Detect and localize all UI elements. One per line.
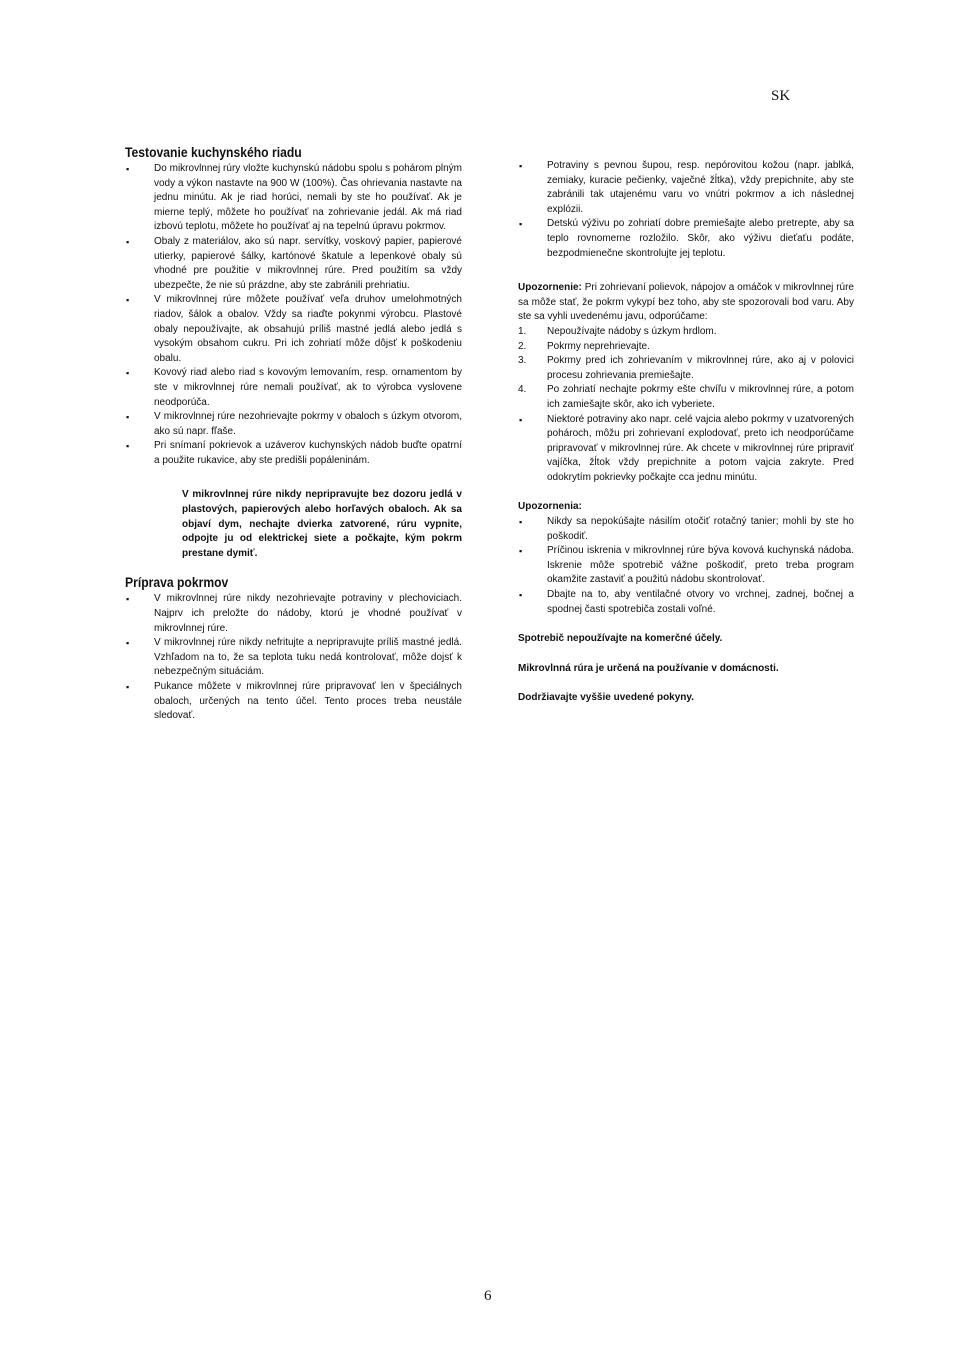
list-item: ▪ Nikdy sa nepokúšajte násilím otočiť rotačný tanier; mohli by ste ho poškodiť.: [518, 515, 854, 544]
list-item: ▪ Príčinou iskrenia v mikrovlnnej rúre býva kovová kuchynská nádoba. Iskrenie môže spotrebič vážne poškodiť, preto treba program okamžite zastaviť a použitú nádobu skontrolovať.: [518, 544, 854, 588]
numbered-item: 3. Pokrmy pred ich zohrievaním v mikrovlnnej rúre, ako aj v polovici procesu zohrievania premiešajte.: [518, 355, 854, 381]
list-item: ▪ V mikrovlnnej rúre nezohrievajte pokrmy v obaloch s úzkym otvorom, ako sú napr. fľaše.: [125, 410, 462, 439]
list-item: ▪ Dbajte na to, aby ventilačné otvory vo vrchnej, zadnej, bočnej a spodnej časti spotrebiča zostali voľné.: [518, 588, 854, 617]
left-column: [125, 145, 462, 724]
warning-label: Upozornenie:: [518, 282, 582, 294]
food-prep-list: [125, 592, 462, 723]
list-item: ▪ V mikrovlnnej rúre nikdy nefritujte a nepripravujte príliš mastné jedlá. Vzhľadom na to, že sa teplota tuku nedá kontrolovať, môže dojsť k nebezpečným situáciám.: [125, 636, 462, 680]
section-title-testing: Testovanie kuchynského riadu: [125, 145, 302, 160]
follow-instructions-note: Dodržiavajte vyššie uvedené pokyny.: [518, 692, 695, 704]
recommendations-list: [518, 325, 854, 413]
warning-notice: V mikrovlnnej rúre nikdy nepripravujte bez dozoru jedlá v plastových, papierových alebo horľavých obaloch. Ak sa objaví dym, nechajte dvierka zatvorené, rúru vypnite, odpojte ju od elektrickej siete a počkajte, kým pokrm prestane dymiť.: [182, 489, 462, 559]
section-food-prep: [125, 575, 462, 723]
household-use-note: Mikrovlnná rúra je určená na používanie v domácnosti.: [518, 662, 779, 674]
list-item: ▪ Niektoré potraviny ako napr. celé vajcia alebo pokrmy v uzatvorených pohároch, môžu pri zohrievaní explodovať, preto ich neodporúčame pripravovať v mikrovlnnej rúre. Ak chcete v mikrovlnnej rúre pripraviť vajíčka, žĺtok vždy prepichnite a potom vajcia zakryte. Pred odokrytím pokrievky počkajte cca jednu minútu.: [518, 413, 854, 486]
list-item: ▪ Kovový riad alebo riad s kovovým lemovaním, resp. ornamentom by ste v mikrovlnnej rúre nemali používať, ak to výrobca vyslovene neodporúča.: [125, 366, 462, 410]
numbered-item: 1. Nepoužívajte nádoby s úzkym hrdlom.: [518, 325, 717, 337]
list-item: ▪ V mikrovlnnej rúre môžete používať veľa druhov umelohmotných riadov, šálok a obalov. Vždy sa riaďte pokynmi výrobcu. Plastové obaly nepoužívajte, ak obsahujú príliš mastné jedlá alebo jedlá s vysokým obsahom cukru. Pri ich zohriatí môže dôjsť k poškodeniu obalu.: [125, 293, 462, 366]
commercial-use-note: Spotrebič nepoužívajte na komerčné účely.: [518, 633, 723, 645]
warnings-label: Upozornenia:: [518, 501, 582, 513]
warning-text: Pri zohrievaní polievok, nápojov a omáčok v mikrovlnnej rúre sa môže stať, že pokrm vykypí bez toho, aby ste spozorovali bod varu. Aby ste sa vyhli uvedenému javu, odporúčame:: [518, 282, 854, 323]
right-column: [518, 159, 854, 706]
testing-list: [125, 162, 462, 468]
egg-warning-list: [518, 413, 854, 486]
list-item: ▪ Detskú výživu po zohriatí dobre premiešajte alebo pretrepte, aby sa teplo rovnomerne rozložilo. Skôr, ako výživu dieťaťu podáte, bezpodmienečne skontrolujte jej teplotu.: [518, 217, 854, 261]
section-title-food-prep: Príprava pokrmov: [125, 575, 229, 591]
food-tips-list: [518, 159, 854, 261]
list-item: ▪ Obaly z materiálov, ako sú napr. servítky, voskový papier, papierové utierky, papierové šálky, kartónové škatule a lepenkové obaly sú vhodné pre použitie v mikrovlnnej rúre. Pred použitím sa vždy ubezpečte, že nie sú prázdne, aby ste zabránili prehriatiu.: [125, 235, 462, 293]
page-number: 6: [484, 1288, 492, 1304]
list-item: ▪ V mikrovlnnej rúre nikdy nezohrievajte potraviny v plechoviciach. Najprv ich preložte do nádoby, ktorú je vhodné používať v mikrovlnnej rúre.: [125, 592, 462, 636]
list-item: ▪ Do mikrovlnnej rúry vložte kuchynskú nádobu spolu s pohárom plným vody a výkon nastavte na 900 W (100%). Čas ohrievania nastavte na jednu minútu. Ak je riad horúci, nemali by ste ho používať. Ak je mierne teplý, môžete ho používať na zohrievanie jedál. Ak má riad izbovú teplotu, môžete ho používať aj na tepelnú úpravu pokrmov.: [125, 162, 462, 235]
warnings-list: [518, 515, 854, 617]
language-code: SK: [771, 88, 791, 104]
list-item: ▪ Potraviny s pevnou šupou, resp. nepórovitou kožou (napr. jablká, zemiaky, kuracie pečienky, vaječné žĺtka), vždy prepichnite, aby ste zabránili tak utajenému varu vo vnútri pokrmov a ich následnej explózii.: [518, 159, 854, 217]
boiling-warning: [518, 281, 854, 325]
list-item: ▪ Pri snímaní pokrievok a uzáverov kuchynských nádob buďte opatrní a použite rukavice, aby ste predišli popáleninám.: [125, 439, 462, 468]
numbered-item: 4. Po zohriatí nechajte pokrmy ešte chvíľu v mikrovlnnej rúre, a potom ich zamiešajte skôr, ako ich vyberiete.: [518, 384, 854, 410]
list-item: ▪ Pukance môžete v mikrovlnnej rúre pripravovať len v špeciálnych obaloch, určených na tento účel. Tento proces treba neustále sledovať.: [125, 680, 462, 724]
numbered-item: 2. Pokrmy neprehrievajte.: [518, 340, 650, 352]
